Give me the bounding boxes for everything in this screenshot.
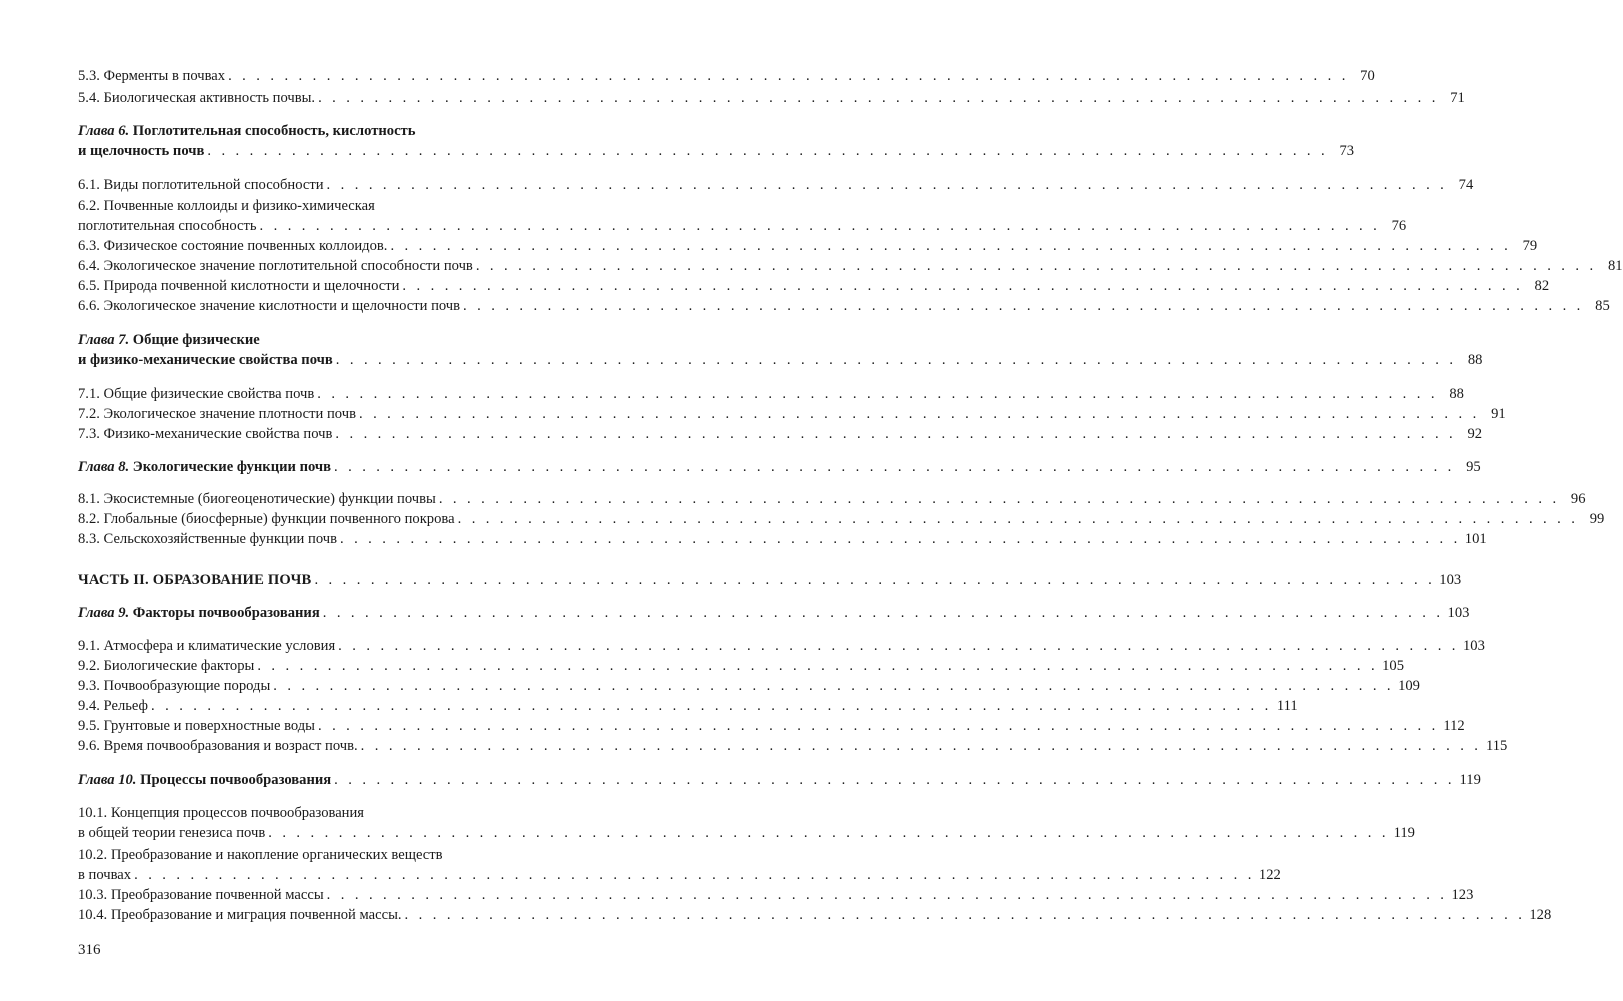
page-ref: 81 — [1607, 258, 1623, 274]
toc-entry — [78, 236, 1538, 256]
page-ref: 111 — [1276, 698, 1298, 714]
dot-leader: . . . . . . . . . . . . . . . . . . . . . . . . . . . . . . . . . . . . . . . . . . . . . . . . . . . . . . . . . . . . . . . . . . . . . . . . . . . . . . . . — [257, 658, 1379, 674]
toc-entry — [78, 276, 1550, 296]
chapter-heading — [78, 603, 1470, 623]
dot-leader: . . . . . . . . . . . . . . . . . . . . . . . . . . . . . . . . . . . . . . . . . . . . . . . . . . . . . . . . . . . . . . . . . . . . . . . . . . . . . . . . — [335, 352, 1457, 368]
toc-entry-title: 9.6. Время почвообразования и возраст почв. — [78, 738, 358, 754]
page-ref: 115 — [1485, 738, 1508, 754]
page-ref: 74 — [1458, 177, 1474, 193]
dot-leader: . . . . . . . . . . . . . . . . . . . . . . . . . . . . . . . . . . . . . . . . . . . . . . . . . . . . . . . . . . . . . . . . . . . . . . . . . . . . . . . . — [134, 867, 1255, 883]
page-ref: 128 — [1529, 907, 1552, 923]
toc-entry — [78, 88, 1465, 108]
dot-leader: . . . . . . . . . . . . . . . . . . . . . . . . . . . . . . . . . . . . . . . . . . . . . . . . . . . . . . . . . . . . . . . . . . . . . . . . . . . . . . . . — [334, 459, 1455, 475]
toc-entry — [78, 636, 1485, 656]
page-ref: 105 — [1382, 658, 1405, 674]
chapter-label: Глава 7. — [78, 332, 130, 348]
dot-leader: . . . . . . . . . . . . . . . . . . . . . . . . . . . . . . . . . . . . . . . . . . . . . . . . . . . . . . . . . . . . . . . . . . . . . . . . . . . . . . . . — [151, 698, 1272, 714]
toc-entry — [78, 823, 1415, 843]
chapter-heading-text — [78, 457, 331, 477]
toc-entry-title: 6.1. Виды поглотительной способности — [78, 177, 324, 193]
chapter-title: и физико-механические свойства почв — [78, 352, 333, 368]
page-ref: 91 — [1491, 406, 1506, 422]
dot-leader: . . . . . . . . . . . . . . . . . . . . . . . . . . . . . . . . . . . . . . . . . . . . . . . . . . . . . . . . . . . . . . . . . . . . . . . . . . . . . . . . — [318, 90, 1439, 106]
dot-leader: . . . . . . . . . . . . . . . . . . . . . . . . . . . . . . . . . . . . . . . . . . . . . . . . . . . . . . . . . . . . . . . . . . . . . . . . . . . . . . . . — [438, 491, 1560, 507]
page-ref: 88 — [1467, 352, 1483, 368]
chapter-heading-text — [78, 123, 415, 139]
toc-entry-title: 6.3. Физическое состояние почвенных коллоидов. — [78, 238, 388, 254]
page-ref: 95 — [1466, 459, 1481, 475]
toc-entry-title: 9.2. Биологические факторы — [78, 658, 255, 674]
page-ref: 119 — [1459, 772, 1481, 788]
page-ref: 101 — [1464, 531, 1487, 547]
dot-leader: . . . . . . . . . . . . . . . . . . . . . . . . . . . . . . . . . . . . . . . . . . . . . . . . . . . . . . . . . . . . . . . . . . . . . . . . . . . . . . . . — [259, 218, 1381, 234]
chapter-title: и щелочность почв — [78, 143, 205, 159]
dot-leader: . . . . . . . . . . . . . . . . . . . . . . . . . . . . . . . . . . . . . . . . . . . . . . . . . . . . . . . . . . . . . . . . . . . . . . . . . . . . . . . . — [314, 572, 1436, 588]
toc-entry — [78, 736, 1508, 756]
toc-entry — [78, 404, 1506, 424]
dot-leader: . . . . . . . . . . . . . . . . . . . . . . . . . . . . . . . . . . . . . . . . . . . . . . . . . . . . . . . . . . . . . . . . . . . . . . . . . . . . . . . . — [317, 718, 1439, 734]
toc-entry-title: 6.6. Экологическое значение кислотности и щелочности почв — [78, 298, 461, 314]
dot-leader: . . . . . . . . . . . . . . . . . . . . . . . . . . . . . . . . . . . . . . . . . . . . . . . . . . . . . . . . . . . . . . . . . . . . . . . . . . . . . . . . — [228, 68, 1349, 84]
page-ref: 88 — [1449, 386, 1464, 402]
chapter-heading-continuation — [78, 141, 1355, 161]
chapter-heading — [78, 770, 1481, 790]
chapter-title: Поглотительная способность, кислотность — [132, 123, 416, 139]
dot-leader: . . . . . . . . . . . . . . . . . . . . . . . . . . . . . . . . . . . . . . . . . . . . . . . . . . . . . . . . . . . . . . . . . . . . . . . . . . . . . . . . — [317, 386, 1438, 402]
chapter-heading-text — [78, 332, 260, 348]
toc-entry-title: 7.1. Общие физические свойства почв — [78, 386, 315, 402]
page-ref: 103 — [1439, 572, 1462, 588]
page-ref: 70 — [1360, 68, 1375, 84]
dot-leader: . . . . . . . . . . . . . . . . . . . . . . . . . . . . . . . . . . . . . . . . . . . . . . . . . . . . . . . . . . . . . . . . . . . . . . . . . . . . . . . . — [335, 426, 1457, 442]
toc-entry-title: 9.3. Почвообразующие породы — [78, 678, 271, 694]
toc-entry — [78, 256, 1623, 276]
page-ref: 92 — [1467, 426, 1483, 442]
page-ref: 79 — [1522, 238, 1538, 254]
dot-leader: . . . . . . . . . . . . . . . . . . . . . . . . . . . . . . . . . . . . . . . . . . . . . . . . . . . . . . . . . . . . . . . . . . . . . . . . . . . . . . . . — [322, 605, 1444, 621]
chapter-title: Факторы почвообразования — [132, 605, 320, 621]
dot-leader: . . . . . . . . . . . . . . . . . . . . . . . . . . . . . . . . . . . . . . . . . . . . . . . . . . . . . . . . . . . . . . . . . . . . . . . . . . . . . . . . — [326, 887, 1448, 903]
chapter-title: Процессы почвообразования — [140, 772, 332, 788]
page-ref: 71 — [1450, 90, 1465, 106]
chapter-heading — [78, 121, 570, 141]
toc-entry — [78, 489, 1586, 509]
chapter-label: Глава 8. — [78, 459, 130, 475]
chapter-label: Глава 9. — [78, 605, 130, 621]
dot-leader: . . . . . . . . . . . . . . . . . . . . . . . . . . . . . . . . . . . . . . . . . . . . . . . . . . . . . . . . . . . . . . . . . . . . . . . . . . . . . . . . — [207, 143, 1329, 159]
chapter-heading-text — [78, 770, 331, 790]
toc-entry-title: 9.1. Атмосфера и климатические условия — [78, 638, 336, 654]
toc-entry-line: 10.2. Преобразование и накопление органических веществ — [78, 847, 443, 863]
toc-entry-title: поглотительная способность — [78, 218, 257, 234]
toc-entry-title: 10.3. Преобразование почвенной массы — [78, 887, 324, 903]
page-ref: 103 — [1462, 638, 1485, 654]
dot-leader: . . . . . . . . . . . . . . . . . . . . . . . . . . . . . . . . . . . . . . . . . . . . . . . . . . . . . . . . . . . . . . . . . . . . . . . . . . . . . . . . — [268, 825, 1389, 841]
toc-entry-title: 9.4. Рельеф — [78, 698, 148, 714]
dot-leader: . . . . . . . . . . . . . . . . . . . . . . . . . . . . . . . . . . . . . . . . . . . . . . . . . . . . . . . . . . . . . . . . . . . . . . . . . . . . . . . . — [358, 406, 1480, 422]
toc-entry-title: 7.2. Экологическое значение плотности почв — [78, 406, 356, 422]
toc-entry-title: 5.3. Ферменты в почвах — [78, 68, 226, 84]
page-ref: 123 — [1451, 887, 1474, 903]
part-heading — [78, 570, 1462, 590]
dot-leader: . . . . . . . . . . . . . . . . . . . . . . . . . . . . . . . . . . . . . . . . . . . . . . . . . . . . . . . . . . . . . . . . . . . . . . . . . . . . . . . . — [404, 907, 1526, 923]
page-ref: 85 — [1595, 298, 1610, 314]
page-ref: 82 — [1534, 278, 1550, 294]
chapter-label: Глава 10. — [78, 772, 137, 788]
toc-entry — [78, 676, 1420, 696]
toc-entry — [78, 66, 1375, 86]
part-title: ЧАСТЬ II. ОБРАЗОВАНИЕ ПОЧВ — [78, 572, 312, 588]
dot-leader: . . . . . . . . . . . . . . . . . . . . . . . . . . . . . . . . . . . . . . . . . . . . . . . . . . . . . . . . . . . . . . . . . . . . . . . . . . . . . . . . — [475, 258, 1597, 274]
dot-leader: . . . . . . . . . . . . . . . . . . . . . . . . . . . . . . . . . . . . . . . . . . . . . . . . . . . . . . . . . . . . . . . . . . . . . . . . . . . . . . . . — [273, 678, 1394, 694]
dot-leader: . . . . . . . . . . . . . . . . . . . . . . . . . . . . . . . . . . . . . . . . . . . . . . . . . . . . . . . . . . . . . . . . . . . . . . . . . . . . . . . . — [457, 511, 1579, 527]
toc-entry-title: 8.3. Сельскохозяйственные функции почв — [78, 531, 337, 547]
toc-entry-title: в почвах — [78, 867, 132, 883]
toc-entry — [78, 716, 1465, 736]
toc-entry — [78, 696, 1298, 716]
toc-entry — [78, 885, 1474, 905]
page-ref: 112 — [1443, 718, 1465, 734]
toc-entry-line: 6.2. Почвенные коллоиды и физико-химическая — [78, 198, 375, 214]
page-ref: 109 — [1398, 678, 1420, 694]
dot-leader: . . . . . . . . . . . . . . . . . . . . . . . . . . . . . . . . . . . . . . . . . . . . . . . . . . . . . . . . . . . . . . . . . . . . . . . . . . . . . . . . — [402, 278, 1524, 294]
toc-entry-title: 7.3. Физико-механические свойства почв — [78, 426, 333, 442]
chapter-heading — [78, 330, 570, 350]
page-ref: 99 — [1589, 511, 1605, 527]
toc-entry-title: 9.5. Грунтовые и поверхностные воды — [78, 718, 315, 734]
chapter-title: Общие физические — [132, 332, 260, 348]
toc-entry — [78, 216, 1407, 236]
page-number: 316 — [78, 942, 101, 958]
page-ref: 103 — [1447, 605, 1470, 621]
dot-leader: . . . . . . . . . . . . . . . . . . . . . . . . . . . . . . . . . . . . . . . . . . . . . . . . . . . . . . . . . . . . . . . . . . . . . . . . . . . . . . . . — [463, 298, 1584, 314]
page-ref: 76 — [1391, 218, 1407, 234]
toc-entry — [78, 509, 1605, 529]
dot-leader: . . . . . . . . . . . . . . . . . . . . . . . . . . . . . . . . . . . . . . . . . . . . . . . . . . . . . . . . . . . . . . . . . . . . . . . . . . . . . . . . — [334, 772, 1455, 788]
toc-entry-title: 6.5. Природа почвенной кислотности и щелочности — [78, 278, 400, 294]
toc-entry — [78, 296, 1610, 316]
dot-leader: . . . . . . . . . . . . . . . . . . . . . . . . . . . . . . . . . . . . . . . . . . . . . . . . . . . . . . . . . . . . . . . . . . . . . . . . . . . . . . . . — [326, 177, 1448, 193]
page-ref: 122 — [1258, 867, 1281, 883]
toc-entry-title: 8.1. Экосистемные (биогеоценотические) функции почвы — [78, 491, 436, 507]
toc-entry — [78, 905, 1552, 925]
toc-entry — [78, 865, 1281, 885]
toc-entry — [78, 656, 1405, 676]
toc-entry — [78, 384, 1464, 404]
dot-leader: . . . . . . . . . . . . . . . . . . . . . . . . . . . . . . . . . . . . . . . . . . . . . . . . . . . . . . . . . . . . . . . . . . . . . . . . . . . . . . . . — [339, 531, 1461, 547]
toc-entry-title: 5.4. Биологическая активность почвы. — [78, 90, 316, 106]
toc-entry-title: 6.4. Экологическое значение поглотительной способности почв — [78, 258, 473, 274]
chapter-heading-text — [78, 603, 320, 623]
toc-entry-title: 10.4. Преобразование и миграция почвенной массы. — [78, 907, 402, 923]
toc-entry — [78, 175, 1474, 195]
chapter-label: Глава 6. — [78, 123, 130, 139]
chapter-title: Экологические функции почв — [132, 459, 332, 475]
chapter-heading-continuation — [78, 350, 1483, 370]
dot-leader: . . . . . . . . . . . . . . . . . . . . . . . . . . . . . . . . . . . . . . . . . . . . . . . . . . . . . . . . . . . . . . . . . . . . . . . . . . . . . . . . — [338, 638, 1459, 654]
toc-entry-line: 10.1. Концепция процессов почвообразования — [78, 805, 365, 821]
page-ref: 73 — [1339, 143, 1355, 159]
page-ref: 119 — [1393, 825, 1415, 841]
dot-leader: . . . . . . . . . . . . . . . . . . . . . . . . . . . . . . . . . . . . . . . . . . . . . . . . . . . . . . . . . . . . . . . . . . . . . . . . . . . . . . . . — [390, 238, 1512, 254]
dot-leader: . . . . . . . . . . . . . . . . . . . . . . . . . . . . . . . . . . . . . . . . . . . . . . . . . . . . . . . . . . . . . . . . . . . . . . . . . . . . . . . . — [360, 738, 1482, 754]
toc-entry — [78, 529, 1487, 549]
chapter-heading — [78, 457, 1481, 477]
page-ref: 96 — [1570, 491, 1586, 507]
toc-entry — [78, 424, 1483, 444]
toc-entry-title: в общей теории генезиса почв — [78, 825, 266, 841]
toc-entry-title: 8.2. Глобальные (биосферные) функции почвенного покрова — [78, 511, 455, 527]
